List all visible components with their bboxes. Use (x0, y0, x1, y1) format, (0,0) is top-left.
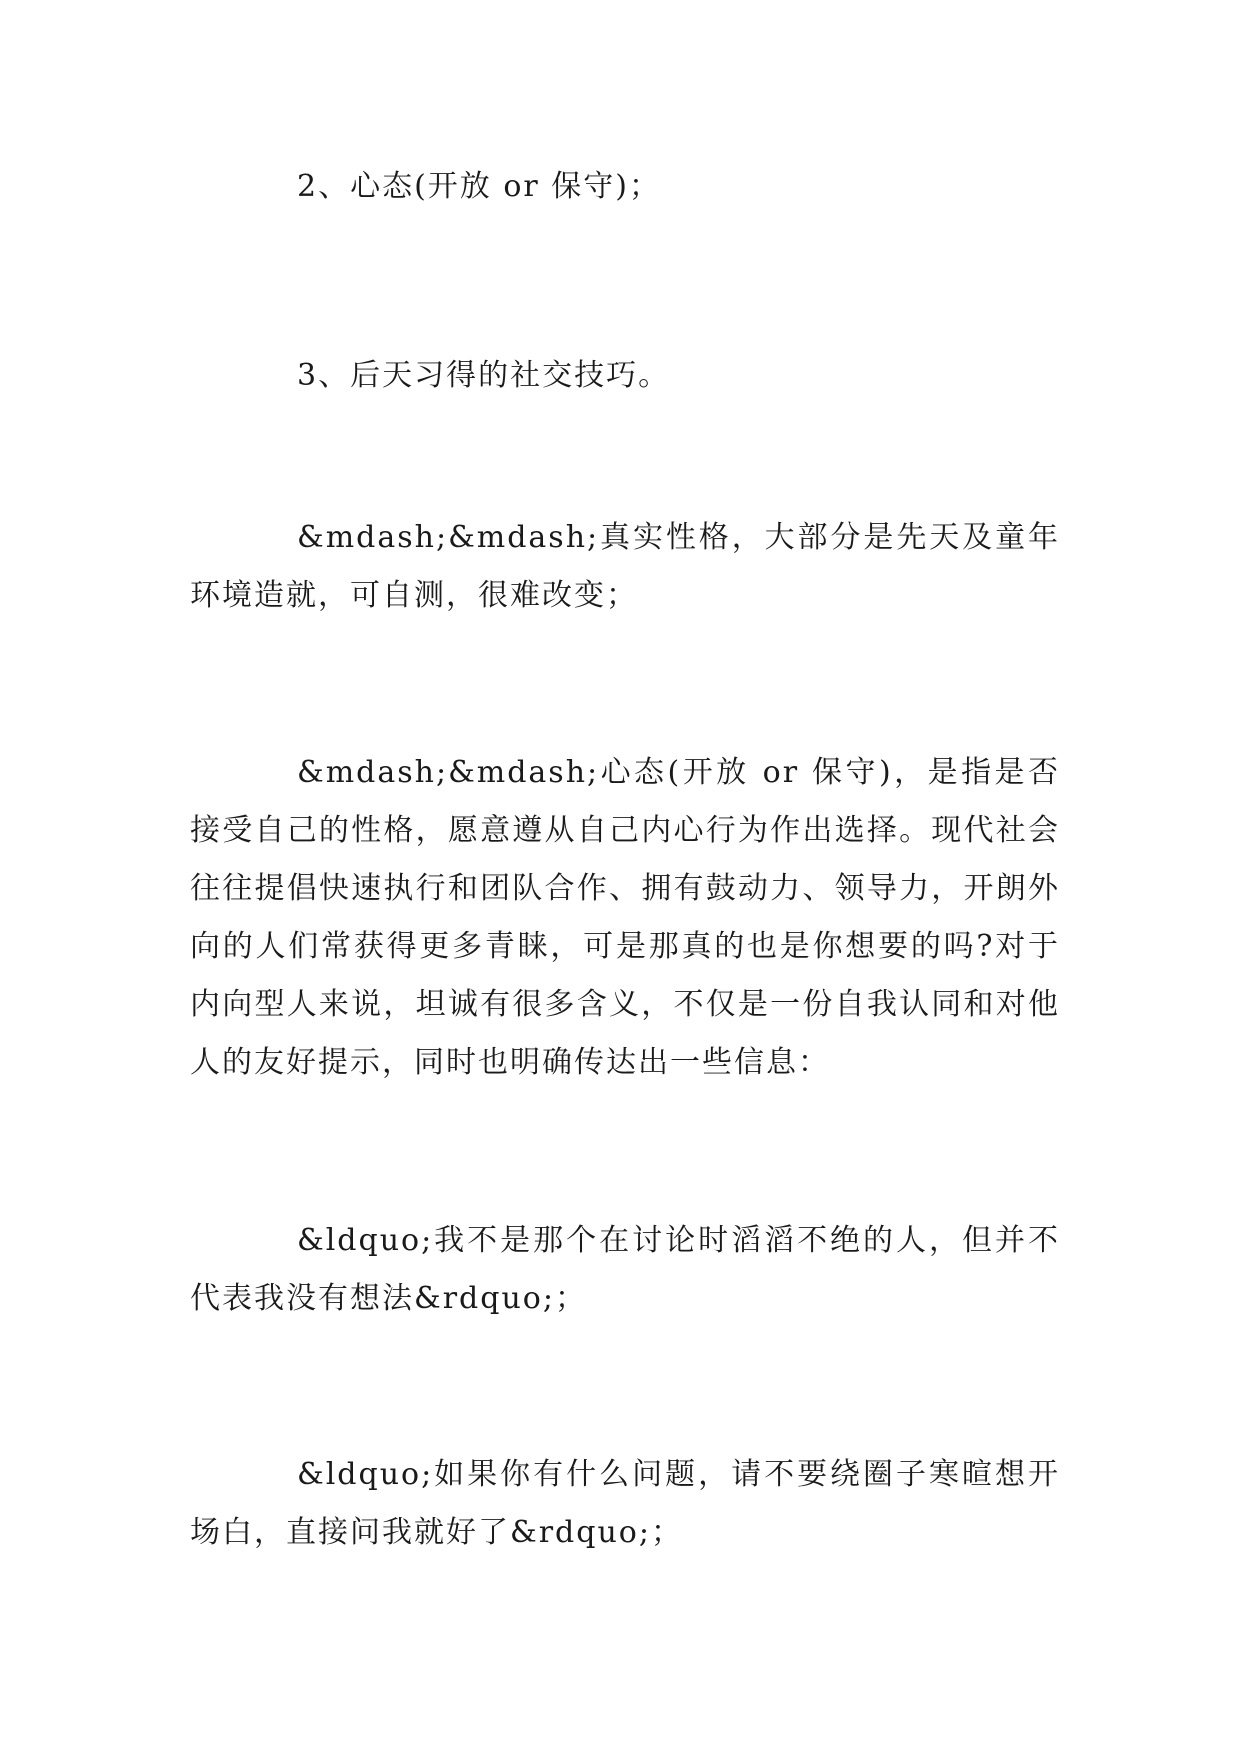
paragraph-list-item-3: 3、后天习得的社交技巧。 (297, 358, 671, 393)
paragraph-quote-ideas: &ldquo;我不是那个在讨论时滔滔不绝的人，但并不代表我没有想法&rdquo;； (190, 1223, 1060, 1316)
paragraph-list-item-2: 2、心态(开放 or 保守)； (297, 169, 661, 204)
paragraph-mindset: &mdash;&mdash;心态(开放 or 保守)，是指是否接受自己的性格，愿意遵从自己内心行为作出选择。现代社会往往提倡快速执行和团队合作、拥有鼓动力、领导力，开朗外向的人们常获得更多青睐，可是那真的也是你想要的吗?对于内向型人来说，坦诚有很多含义，不仅是一份自我认同和对他人的友好提示，同时也明确传达出一些信息： (190, 755, 1060, 1080)
paragraph-quote-ask-directly: &ldquo;如果你有什么问题，请不要绕圈子寒暄想开场白，直接问我就好了&rdquo;； (190, 1457, 1060, 1550)
paragraph-true-personality: &mdash;&mdash;真实性格，大部分是先天及童年环境造就，可自测，很难改变； (190, 520, 1060, 613)
